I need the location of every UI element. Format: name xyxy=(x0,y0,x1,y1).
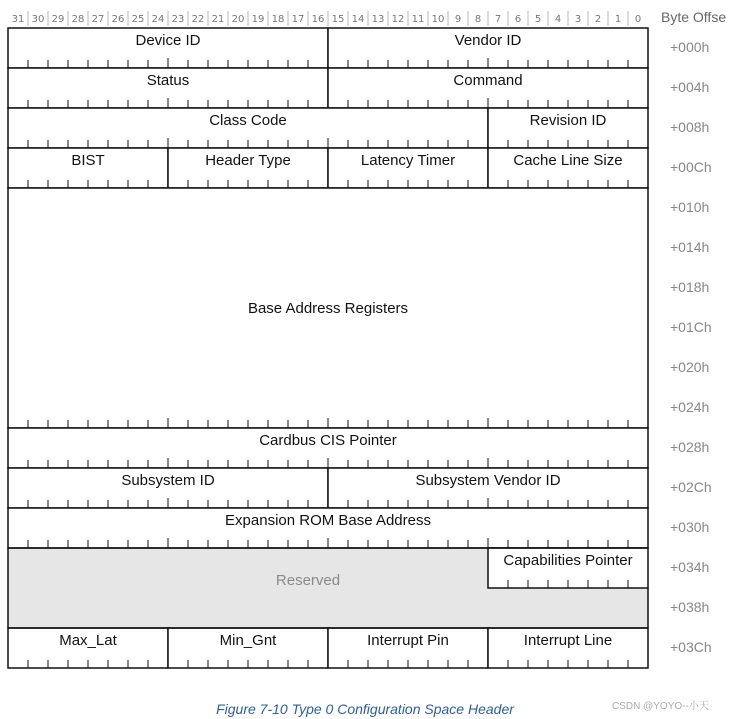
byte-offset-label: +004h xyxy=(670,79,710,95)
byte-offset-label: +010h xyxy=(670,199,710,215)
bit-number-label: 25 xyxy=(131,14,145,25)
figure-caption: Figure 7-10 Type 0 Configuration Space Header xyxy=(216,701,514,717)
register-field-label: Device ID xyxy=(135,32,201,49)
bit-number-label: 30 xyxy=(31,14,45,25)
register-field-label: Latency Timer xyxy=(360,152,456,169)
byte-offset-label: +018h xyxy=(670,279,710,295)
source-credit: CSDN @YOYO--小天 xyxy=(612,701,709,712)
register-field-label: Header Type xyxy=(205,152,291,169)
register-field xyxy=(328,628,488,668)
register-field-label: Capabilities Pointer xyxy=(503,552,633,569)
byte-offset-label: +02Ch xyxy=(670,479,712,495)
register-field xyxy=(8,468,328,508)
register-field xyxy=(8,428,648,468)
bit-number-label: 26 xyxy=(111,14,125,25)
byte-offset-label: +000h xyxy=(670,39,710,55)
byte-offset-label: +024h xyxy=(670,399,710,415)
bit-number-label: 27 xyxy=(91,14,105,25)
bit-number-label: 1 xyxy=(614,14,622,25)
bit-number-label: 8 xyxy=(474,14,482,25)
bit-number-label: 29 xyxy=(51,14,65,25)
byte-offset-label: +038h xyxy=(670,599,710,615)
bit-number-label: 6 xyxy=(514,14,522,25)
register-field xyxy=(328,68,648,108)
register-field xyxy=(8,628,168,668)
register-field-label: Subsystem ID xyxy=(121,472,215,489)
byte-offset-column xyxy=(661,9,726,655)
register-field-label: Revision ID xyxy=(529,112,607,129)
register-field-label: Min_Gnt xyxy=(219,632,277,649)
register-field xyxy=(328,148,488,188)
bit-number-label: 9 xyxy=(454,14,462,25)
bit-number-label: 0 xyxy=(634,14,642,25)
bit-number-label: 15 xyxy=(331,14,345,25)
register-field-label: Class Code xyxy=(209,112,287,129)
bit-number-label: 28 xyxy=(71,14,85,25)
register-field xyxy=(488,108,648,148)
byte-offset-label: +020h xyxy=(670,359,710,375)
bit-number-label: 10 xyxy=(431,14,445,25)
register-field xyxy=(8,68,328,108)
register-field xyxy=(168,628,328,668)
bit-number-label: 2 xyxy=(594,14,602,25)
byte-offset-label: +030h xyxy=(670,519,710,535)
register-field-label: Subsystem Vendor ID xyxy=(415,472,561,489)
byte-offset-label: +01Ch xyxy=(670,319,712,335)
register-field-label: Vendor ID xyxy=(454,32,522,49)
register-field xyxy=(8,148,168,188)
bit-number-label: 12 xyxy=(391,14,405,25)
register-field xyxy=(488,628,648,668)
bit-number-label: 20 xyxy=(231,14,245,25)
register-field-label: Status xyxy=(146,72,190,89)
register-field-label: Cardbus CIS Pointer xyxy=(259,432,397,449)
reserved-label: Reserved xyxy=(275,572,341,589)
register-field-label: Cache Line Size xyxy=(513,152,623,169)
register-field xyxy=(8,508,648,548)
register-field xyxy=(8,108,488,148)
bit-number-label: 24 xyxy=(151,14,165,25)
bit-number-label: 17 xyxy=(291,14,305,25)
register-field-label: Max_Lat xyxy=(59,632,117,649)
register-field-label: Interrupt Pin xyxy=(367,632,449,649)
bit-number-label: 19 xyxy=(251,14,265,25)
byte-offset-label: +014h xyxy=(670,239,710,255)
bit-number-label: 16 xyxy=(311,14,325,25)
byte-offset-label: +028h xyxy=(670,439,710,455)
bit-number-label: 22 xyxy=(191,14,205,25)
register-field-label: BIST xyxy=(71,152,105,169)
bit-number-label: 31 xyxy=(11,14,25,25)
bit-number-label: 18 xyxy=(271,14,285,25)
byte-offset-label: +03Ch xyxy=(670,639,712,655)
register-field xyxy=(328,468,648,508)
bit-number-label: 23 xyxy=(171,14,185,25)
register-field-label: Interrupt Line xyxy=(523,632,613,649)
register-field-label: Command xyxy=(453,72,523,89)
bit-number-label: 3 xyxy=(574,14,582,25)
bit-number-label: 7 xyxy=(494,14,502,25)
byte-offset-label: +034h xyxy=(670,559,710,575)
register-field xyxy=(488,148,648,188)
bit-number-label: 5 xyxy=(534,14,542,25)
register-field xyxy=(8,188,648,428)
byte-offset-heading: Byte Offse xyxy=(661,9,727,25)
register-field xyxy=(8,28,328,68)
register-field-label: Expansion ROM Base Address xyxy=(225,512,431,529)
register-field xyxy=(328,28,648,68)
byte-offset-label: +00Ch xyxy=(670,159,712,175)
bit-number-label: 11 xyxy=(411,14,425,25)
bit-number-label: 13 xyxy=(371,14,385,25)
bit-number-label: 4 xyxy=(554,14,562,25)
register-field xyxy=(488,548,648,588)
byte-offset-label: +008h xyxy=(670,119,710,135)
bit-number-label: 21 xyxy=(211,14,225,25)
bit-number-header xyxy=(12,11,642,26)
register-field xyxy=(168,148,328,188)
register-field-label: Base Address Registers xyxy=(247,300,409,317)
bit-number-label: 14 xyxy=(351,14,365,25)
